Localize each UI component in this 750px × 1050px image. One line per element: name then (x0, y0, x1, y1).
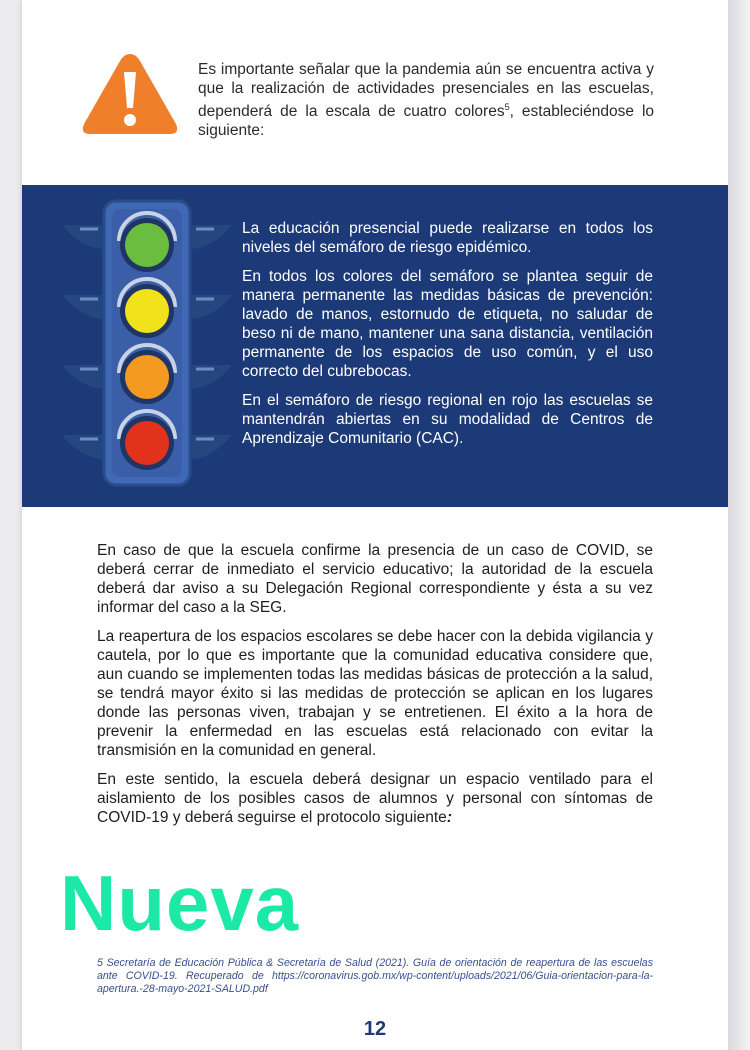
footnote-ref: 5 (504, 102, 510, 112)
body-text (97, 541, 653, 837)
traffic-light-orange (125, 355, 169, 399)
page-number: 12 (363, 1018, 387, 1040)
footnote (97, 957, 653, 996)
traffic-light-icon (62, 199, 232, 489)
body-paragraph-2: La reapertura de los espacios escolares se debe hacer con la debida vigilancia y cautela, por lo que es importante que la comunidad educativa considere que, aun cuando se implementen todas las medidas básicas de protección a la salud, se tendrá mayor éxito si las medidas de protección se aplican en los lugares donde las personas viven, trabajan y se entretienen. El éxito a la hora de prevenir la enfermedad en las escuelas está relacionado con evitar la transmisión en la comunidad en general. (97, 628, 653, 759)
nueva-overlay-label: Nueva (60, 859, 300, 947)
body-paragraph-3-text: En este sentido, la escuela deberá designar un espacio ventilado para el aislamiento de los posibles casos de alumnos y personal con síntomas de COVID-19 y deberá seguirse el protocolo siguiente (97, 771, 653, 826)
traffic-light-red (125, 421, 169, 465)
intro-text: Es importante señalar que la pandemia aún se encuentra activa y que la realización de actividades presenciales en las escuelas, dependerá de la escala de cuatro colores (198, 61, 654, 121)
body-paragraph-3-colon: : (446, 809, 452, 826)
adjacent-page-edge (728, 0, 750, 1050)
intro-paragraph (198, 60, 654, 140)
intro-text-end: , estableciéndose lo siguiente: (198, 103, 655, 140)
body-paragraph-3 (97, 770, 653, 827)
body-paragraph-1: En caso de que la escuela confirme la presencia de un caso de COVID, se deberá cerrar de inmediato el servicio educativo; la autoridad de la escuela deberá dar aviso a su Delegación Regional correspondiente y ésta a su vez informar del caso a la SEG. (97, 542, 653, 616)
semaforo-paragraph-3: En el semáforo de riesgo regional en rojo las escuelas se mantendrán abiertas en su modalidad de Centros de Aprendizaje Comunitario (CAC). (242, 392, 653, 447)
semaforo-paragraph-2: En todos los colores del semáforo se plantea seguir de manera permanente las medidas básicas de prevención: lavado de manos, estornudo de etiqueta, no saludar de beso ni de mano, mantener una sana distancia, ventilación permanente de los espacios de uso común, y el uso correcto del cubrebocas. (242, 268, 653, 380)
footnote-text[interactable]: Secretaría de Educación Pública & Secretaría de Salud (2021). Guía de orientación de reapertura de las escuelas ante COVID-19. Recuperado de https://coronavirus.gob.mx/wp-content/uploads/2021/06/Guia-orientacion-para-la-apertura.-28-mayo-2021-SALUD.pdf (97, 957, 653, 995)
semaforo-text (242, 219, 653, 458)
semaforo-paragraph-1: La educación presencial puede realizarse en todos los niveles del semáforo de riesgo epidémico. (242, 220, 653, 256)
traffic-light-yellow (125, 289, 169, 333)
traffic-light-green (125, 223, 169, 267)
semaforo-band (22, 185, 728, 507)
footnote-number: 5 (97, 957, 103, 969)
document-page (22, 0, 728, 1050)
warning-triangle-icon (80, 50, 180, 138)
